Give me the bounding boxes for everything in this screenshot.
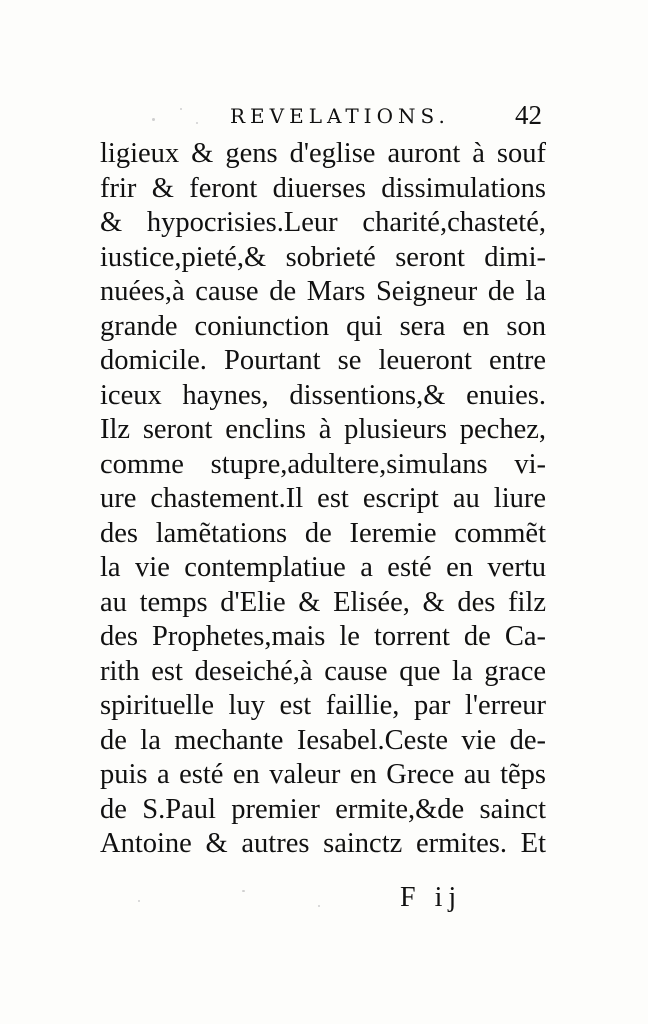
body-text [100, 137, 546, 862]
text-line: de la mechante Iesabel.Ceste vie de- [100, 724, 546, 756]
text-line: au temps d'Elie & Elisée, & des filz [100, 586, 546, 618]
signature-mark: F ij [400, 882, 463, 913]
page-number: 42 [515, 100, 542, 130]
paper-speck [180, 108, 182, 110]
text-line: domicile. Pourtant se leueront entre [100, 345, 546, 376]
text-line: comme stupre,adultere,simulans vi- [100, 448, 546, 480]
text-line: des Prophetes,mais le torrent de Ca- [100, 621, 546, 652]
text-line: ligieux & gens d'eglise auront à souf [100, 138, 546, 169]
text-line: iustice,pieté,& sobrieté seront dimi- [100, 241, 546, 273]
paper-speck [196, 122, 198, 124]
text-line: des lamẽtations de Ieremie commẽt [100, 517, 546, 549]
text-line: nuées,à cause de Mars Seigneur de la [100, 276, 546, 307]
paper-speck [138, 900, 140, 902]
text-line: rith est deseiché,à cause que la grace [100, 655, 546, 687]
text-line: iceux haynes, dissentions,& enuies. [100, 379, 546, 411]
paper-speck [318, 905, 320, 907]
paper-speck [242, 890, 245, 892]
running-title: REVELATIONS. [230, 104, 450, 128]
text-line: & hypocrisies.Leur charité,chasteté, [100, 207, 546, 238]
paper-speck [152, 118, 155, 121]
text-line: la vie contemplatiue a esté en vertu [100, 552, 546, 583]
text-line: spirituelle luy est faillie, par l'erreur [100, 690, 546, 721]
text-line: ure chastement.Il est escript au liure [100, 483, 546, 514]
text-line: puis a esté en valeur en Grece au tẽps [100, 759, 546, 790]
text-line: frir & feront diuerses dissimulations [100, 172, 546, 204]
text-line: Antoine & autres sainctz ermites. Et [100, 828, 546, 859]
text-line: de S.Paul premier ermite,&de sainct [100, 793, 546, 825]
page-header [230, 100, 550, 134]
text-line: grande coniunction qui sera en son [100, 310, 546, 342]
text-line: Ilz seront enclins à plusieurs pechez, [100, 414, 546, 445]
